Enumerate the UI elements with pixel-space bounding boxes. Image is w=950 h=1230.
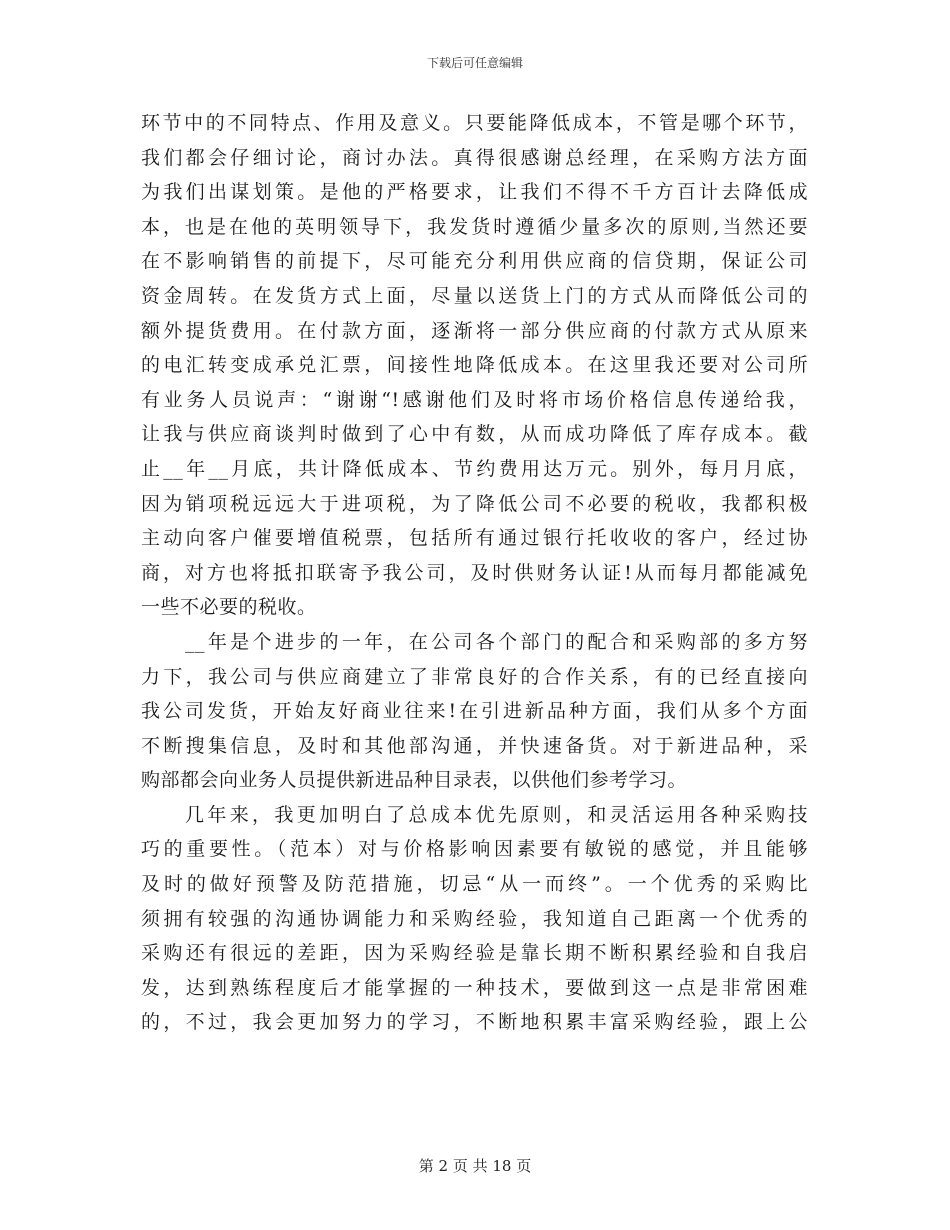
text-line: 的电汇转变成承兑汇票，间接性地降低成本。在这里我还要对公司所 xyxy=(141,354,808,377)
text-line: 让我与供应商谈判时做到了心中有数，从而成功降低了库存成本。截 xyxy=(141,423,808,446)
text-line: 及时的做好预警及防范措施，切忌“从一而终”。一个优秀的采购比 xyxy=(141,873,808,896)
paragraph xyxy=(141,798,808,1040)
text-line: 本，也是在他的英明领导下，我发货时遵循少量多次的原则,当然还要 xyxy=(141,215,808,238)
text-line: 购部都会向业务人员提供新进品种目录表，以供他们参考学习。 xyxy=(141,769,688,792)
text-line: 须拥有较强的沟通协调能力和采购经验，我知道自己距离一个优秀的 xyxy=(141,907,808,930)
text-line: 商，对方也将抵扣联寄予我公司，及时供财务认证!从而每月都能减免 xyxy=(141,561,808,584)
text-line: __年是个进步的一年，在公司各个部门的配合和采购部的多方努 xyxy=(185,630,808,653)
text-line: 一些不必要的税收。 xyxy=(141,596,317,619)
text-line: 在不影响销售的前提下，尽可能充分利用供应商的信贷期，保证公司 xyxy=(141,250,808,273)
text-line: 环节中的不同特点、作用及意义。只要能降低成本，不管是哪个环节， xyxy=(141,112,808,134)
text-line: 因为销项税远远大于进项税，为了降低公司不必要的税收，我都积极 xyxy=(141,492,808,515)
text-line: 有业务人员说声：“谢谢“!感谢他们及时将市场价格信息传递给我， xyxy=(141,388,808,411)
text-line: 采购还有很远的差距，因为采购经验是靠长期不断积累经验和自我启 xyxy=(141,942,808,965)
text-line: 我公司发货，开始友好商业往来!在引进新品种方面，我们从多个方面 xyxy=(141,700,808,723)
page-number: 第 2 页 共 18 页 xyxy=(418,1157,532,1175)
text-line: 止__年__月底，共计降低成本、节约费用达万元。别外，每月月底， xyxy=(141,457,808,480)
text-line: 主动向客户催要增值税票，包括所有通过银行托收收的客户，经过协 xyxy=(141,527,808,550)
text-line: 我们都会仔细讨论，商讨办法。真得很感谢总经理，在采购方法方面 xyxy=(141,146,808,169)
page-header: 下载后可任意编辑 xyxy=(426,56,523,70)
text-line: 发，达到熟练程度后才能掌握的一种技术，要做到这一点是非常困难 xyxy=(141,976,808,999)
paragraph xyxy=(141,106,808,625)
text-line: 为我们出谋划策。是他的严格要求，让我们不得不千方百计去降低成 xyxy=(141,181,808,204)
document-body xyxy=(141,106,808,1040)
text-line: 几年来，我更加明白了总成本优先原则，和灵活运用各种采购技 xyxy=(185,803,808,826)
text-line: 巧的重要性。（范本）对与价格影响因素要有敏锐的感觉，并且能够 xyxy=(141,838,808,861)
text-line: 额外提货费用。在付款方面，逐渐将一部分供应商的付款方式从原来 xyxy=(141,319,808,342)
text-line: 力下，我公司与供应商建立了非常良好的合作关系，有的已经直接向 xyxy=(141,665,808,688)
text-line: 的，不过，我会更加努力的学习，不断地积累丰富采购经验，跟上公 xyxy=(141,1011,808,1034)
text-line: 不断搜集信息，及时和其他部沟通，并快速备货。对于新进品种，采 xyxy=(141,734,808,757)
paragraph xyxy=(141,625,808,798)
text-line: 资金周转。在发货方式上面，尽量以送货上门的方式从而降低公司的 xyxy=(141,284,808,307)
